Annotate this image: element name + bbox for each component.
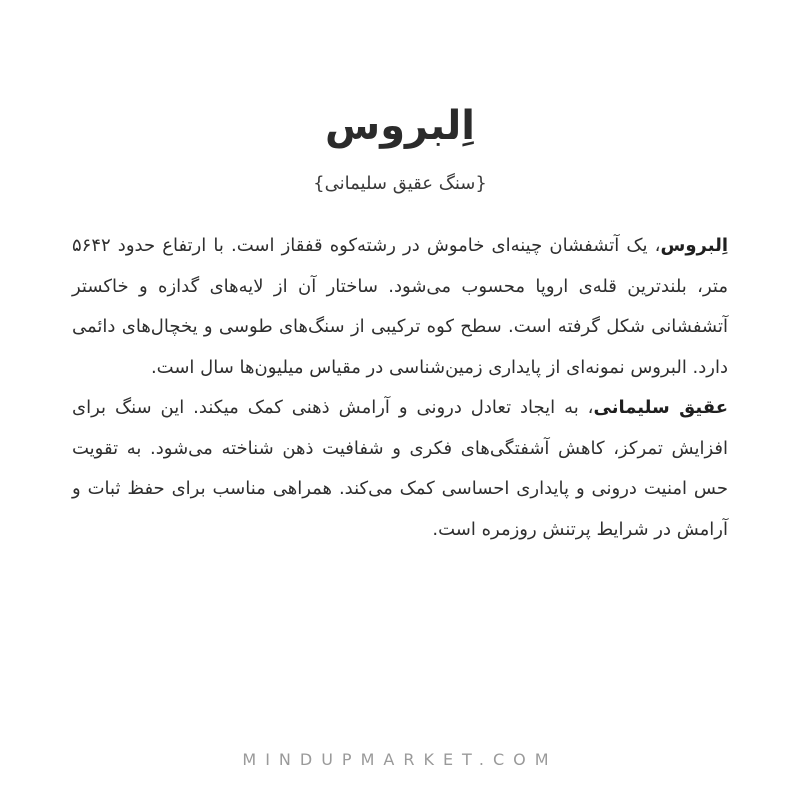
page-title: اِلبروس <box>325 103 475 149</box>
footer-website: MINDUPMARKET.COM <box>242 750 558 769</box>
paragraph-agate-text: ، به ایجاد تعادل درونی و آرامش ذهنی کمک میکند. این سنگ برای افزایش تمرکز، کاهش آشفتگی‌های فکری و شفافیت ذهن شناخته می‌شود. به تقویت حس امنیت درونی و پایداری احساسی کمک می‌کند. همراهی مناسب برای حفظ ثبات و آرامش در شرایط پرتنش روزمره است. <box>72 397 728 540</box>
paragraph-elbrus-lead: اِلبروس <box>660 235 728 256</box>
paragraph-elbrus-text: ، یک آتشفشان چینه‌ای خاموش در رشته‌کوه قفقاز است. با ارتفاع حدود ۵۶۴۲ متر، بلندترین قله‌ی اروپا محسوب می‌شود. ساختار آن از لایه‌های گدازه و خاکستر آتشفشانی شکل گرفته است. سطح کوه ترکیبی از سنگ‌های طوسی و یخچال‌های دائمی دارد. البروس نمونه‌ای از پایداری زمین‌شناسی در مقیاس میلیون‌ها سال است. <box>72 235 728 378</box>
paragraph-elbrus <box>72 226 728 388</box>
paragraph-agate-lead: عقیق سلیمانی <box>593 397 728 418</box>
paragraph-agate <box>72 388 728 550</box>
page-subtitle: {سنگ عقیق سلیمانی} <box>313 173 487 194</box>
body-text <box>72 226 728 550</box>
